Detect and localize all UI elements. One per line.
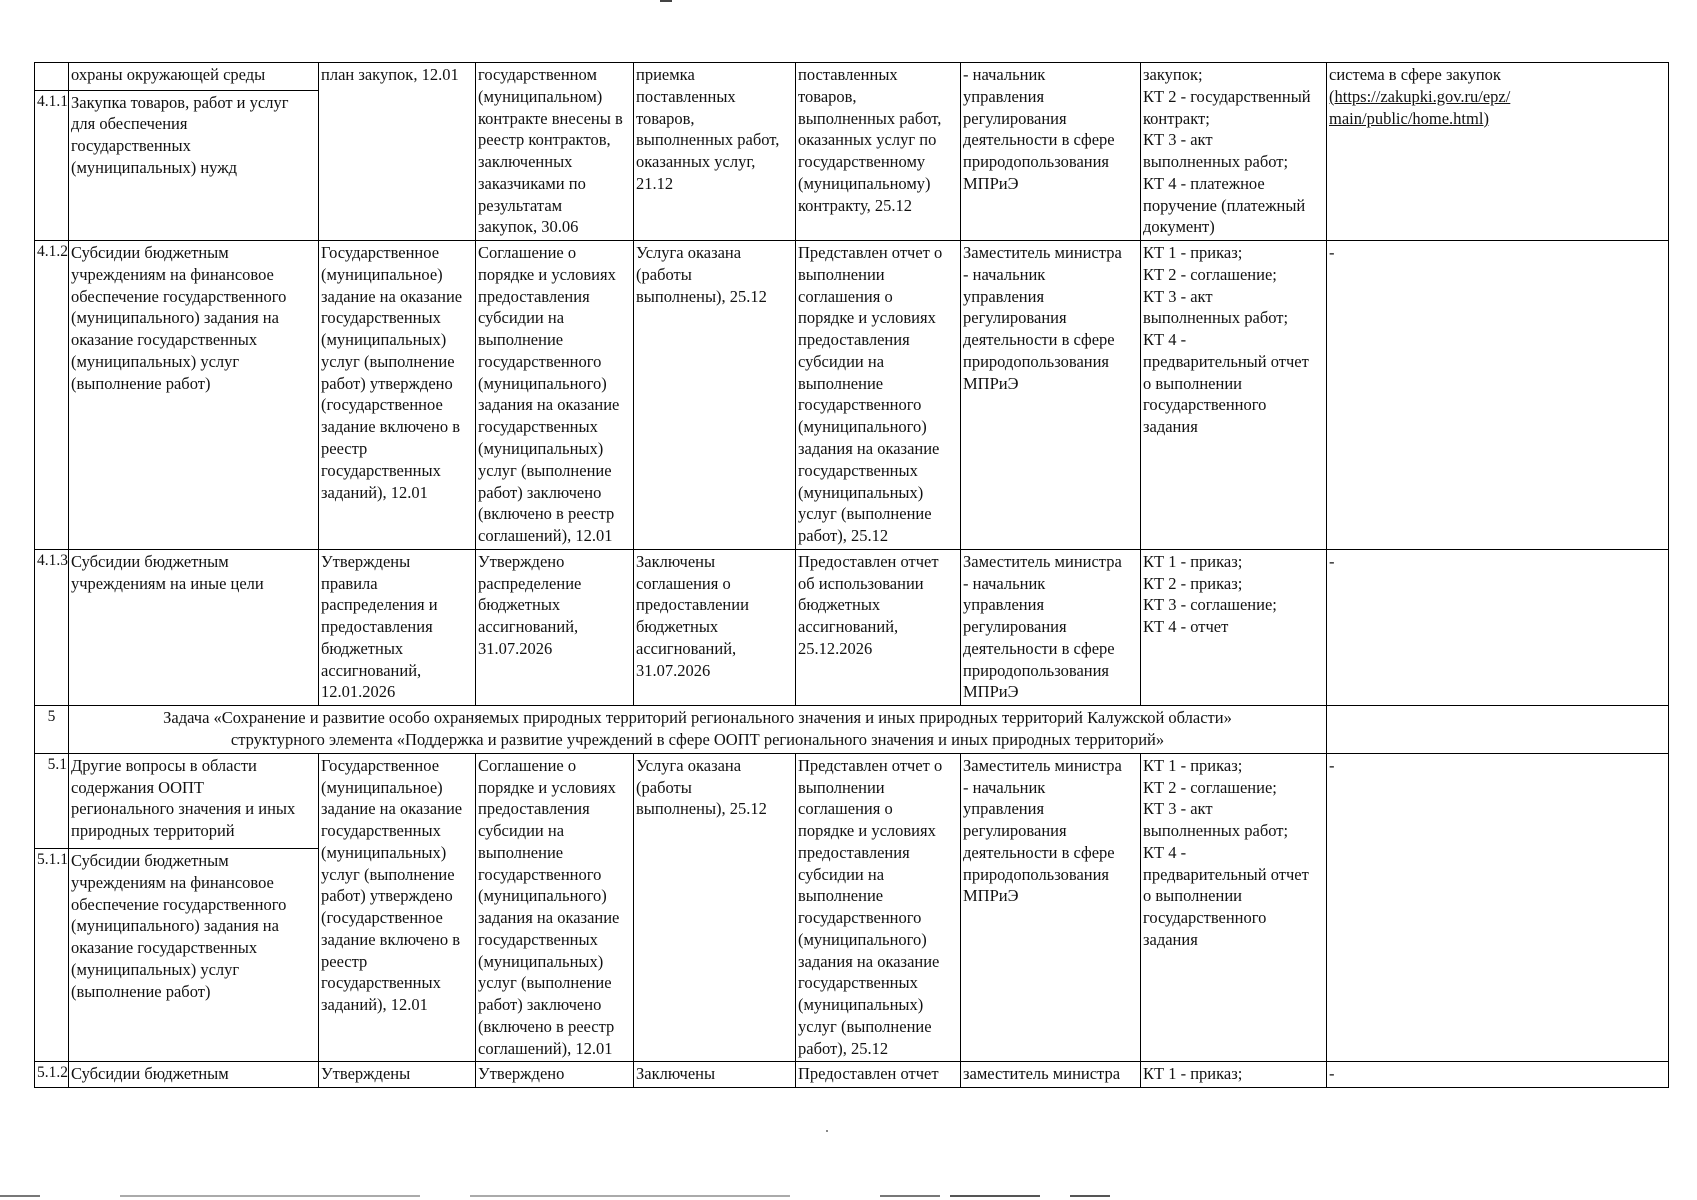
confirming-documents: КТ 1 - приказ; bbox=[1141, 1062, 1327, 1088]
checkpoint-4: Представлен отчет о выполнении соглашения о порядке и условиях предоставления субсидии на выполнение государственного (муниципального) задания на оказание государственных (муниципальных) услуг (выполнение работ), 25.12 bbox=[796, 241, 961, 550]
checkpoint-3: Заключены bbox=[634, 1062, 796, 1088]
event-name: охраны окружающей среды bbox=[69, 63, 319, 91]
checkpoint-4: поставленных товаров, выполненных работ, оказанных услуг по государственному (муниципальному) контракту, 25.12 bbox=[796, 63, 961, 241]
responsible-person: заместитель министра bbox=[961, 1062, 1141, 1088]
table-row bbox=[35, 241, 1669, 550]
page-top-mark bbox=[660, 0, 672, 2]
checkpoint-4: Предоставлен отчет об использовании бюджетных ассигнований, 25.12.2026 bbox=[796, 549, 961, 705]
task-row bbox=[35, 706, 1669, 754]
implementation-plan-table bbox=[34, 62, 1669, 1088]
checkpoint-2: Утверждено bbox=[476, 1062, 634, 1088]
information-system-name: система в сфере закупок bbox=[1329, 65, 1501, 84]
checkpoint-2: Соглашение о порядке и условиях предоставления субсидии на выполнение государственного (муниципального) задания на оказание государственных (муниципальных) услуг (выполнение работ) заключено (включено в реестр соглашений), 12.01 bbox=[476, 241, 634, 550]
checkpoint-1: Утверждены bbox=[319, 1062, 476, 1088]
event-name: Субсидии бюджетным учреждениям на финансовое обеспечение государственного (муниципального) задания на оказание государственных (муниципальных) услуг (выполнение работ) bbox=[69, 849, 319, 1062]
table-row bbox=[35, 63, 1669, 91]
event-name: Закупка товаров, работ и услуг для обеспечения государственных (муниципальных) нужд bbox=[69, 90, 319, 240]
information-system: - bbox=[1327, 549, 1669, 705]
checkpoint-3: Заключены соглашения о предоставлении бюджетных ассигнований, 31.07.2026 bbox=[634, 549, 796, 705]
confirming-documents: закупок; КТ 2 - государственный контракт; КТ 3 - акт выполненных работ; КТ 4 - платежное поручение (платежный документ) bbox=[1141, 63, 1327, 241]
checkpoint-1: Государственное (муниципальное) задание на оказание государственных (муниципальных) услуг (выполнение работ) утверждено (государственное задание включено в реестр государственных заданий), 12.01 bbox=[319, 241, 476, 550]
information-system bbox=[1327, 63, 1669, 241]
confirming-documents: КТ 1 - приказ; КТ 2 - соглашение; КТ 3 - акт выполненных работ; КТ 4 - предварительный отчет о выполнении государственного задания bbox=[1141, 241, 1327, 550]
checkpoint-1: план закупок, 12.01 bbox=[319, 63, 476, 241]
checkpoint-1: Государственное (муниципальное) задание на оказание государственных (муниципальных) услуг (выполнение работ) утверждено (государственное задание включено в реестр государственных заданий), 12.01 bbox=[319, 753, 476, 1062]
row-number: 5 bbox=[35, 706, 69, 754]
row-number: 4.1.3 bbox=[35, 549, 69, 705]
information-system: - bbox=[1327, 753, 1669, 1062]
checkpoint-1: Утверждены правила распределения и предоставления бюджетных ассигнований, 12.01.2026 bbox=[319, 549, 476, 705]
information-system: - bbox=[1327, 1062, 1669, 1088]
scan-bottom-noise bbox=[0, 1192, 1697, 1200]
row-number: 5.1.1 bbox=[35, 849, 69, 1062]
checkpoint-3: приемка поставленных товаров, выполненных работ, оказанных услуг, 21.12 bbox=[634, 63, 796, 241]
table-row bbox=[35, 753, 1669, 848]
checkpoint-2: государственном (муниципальном) контракте внесены в реестр контрактов, заключенных заказчиками по результатам закупок, 30.06 bbox=[476, 63, 634, 241]
responsible-person: Заместитель министра - начальник управления регулирования деятельности в сфере природопользования МПРиЭ bbox=[961, 753, 1141, 1062]
checkpoint-2: Утверждено распределение бюджетных ассигнований, 31.07.2026 bbox=[476, 549, 634, 705]
checkpoint-2: Соглашение о порядке и условиях предоставления субсидии на выполнение государственного (муниципального) задания на оказание государственных (муниципальных) услуг (выполнение работ) заключено (включено в реестр соглашений), 12.01 bbox=[476, 753, 634, 1062]
table-row bbox=[35, 549, 1669, 705]
row-number: 5.1 bbox=[35, 753, 69, 848]
checkpoint-3: Услуга оказана (работы выполнены), 25.12 bbox=[634, 753, 796, 1062]
checkpoint-4: Представлен отчет о выполнении соглашения о порядке и условиях предоставления субсидии на выполнение государственного (муниципального) задания на оказание государственных (муниципальных) услуг (выполнение работ), 25.12 bbox=[796, 753, 961, 1062]
row-number bbox=[35, 63, 69, 91]
information-system: - bbox=[1327, 241, 1669, 550]
row-number: 5.1.2 bbox=[35, 1062, 69, 1088]
row-number: 4.1.2 bbox=[35, 241, 69, 550]
confirming-documents: КТ 1 - приказ; КТ 2 - приказ; КТ 3 - соглашение; КТ 4 - отчет bbox=[1141, 549, 1327, 705]
table-row bbox=[35, 1062, 1669, 1088]
information-system bbox=[1327, 706, 1669, 754]
row-number: 4.1.1 bbox=[35, 90, 69, 240]
zakupki-link[interactable]: (https://zakupki.gov.ru/epz/ main/public/home.html) bbox=[1329, 86, 1511, 128]
confirming-documents: КТ 1 - приказ; КТ 2 - соглашение; КТ 3 - акт выполненных работ; КТ 4 - предварительный отчет о выполнении государственного задания bbox=[1141, 753, 1327, 1062]
responsible-person: Заместитель министра - начальник управления регулирования деятельности в сфере природопользования МПРиЭ bbox=[961, 549, 1141, 705]
responsible-person: - начальник управления регулирования деятельности в сфере природопользования МПРиЭ bbox=[961, 63, 1141, 241]
responsible-person: Заместитель министра - начальник управления регулирования деятельности в сфере природопользования МПРиЭ bbox=[961, 241, 1141, 550]
checkpoint-3: Услуга оказана (работы выполнены), 25.12 bbox=[634, 241, 796, 550]
scan-speck bbox=[826, 1130, 828, 1132]
task-title: Задача «Сохранение и развитие особо охраняемых природных территорий регионального значения и иных природных территорий Калужской области» структурного элемента «Поддержка и развитие учреждений в сфере ООПТ регионального значения и иных природных территорий» bbox=[69, 706, 1327, 754]
checkpoint-4: Предоставлен отчет bbox=[796, 1062, 961, 1088]
event-name: Субсидии бюджетным учреждениям на иные цели bbox=[69, 549, 319, 705]
event-name: Субсидии бюджетным bbox=[69, 1062, 319, 1088]
event-name: Другие вопросы в области содержания ООПТ регионального значения и иных природных территорий bbox=[69, 753, 319, 848]
event-name: Субсидии бюджетным учреждениям на финансовое обеспечение государственного (муниципального) задания на оказание государственных (муниципальных) услуг (выполнение работ) bbox=[69, 241, 319, 550]
